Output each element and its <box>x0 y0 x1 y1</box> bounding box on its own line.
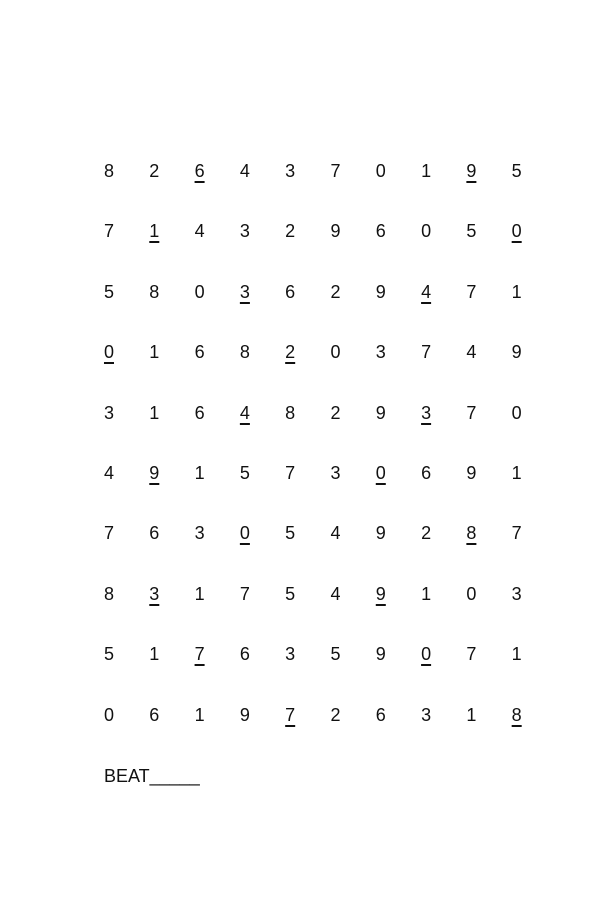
grid-digit: 4 <box>103 463 114 483</box>
grid-digit: 1 <box>194 704 205 725</box>
grid-digit: 0 <box>421 644 432 665</box>
grid-digit: 2 <box>330 281 341 302</box>
grid-digit: 2 <box>330 704 341 725</box>
grid-digit: 6 <box>194 342 205 363</box>
grid-digit: 5 <box>285 583 296 604</box>
grid-digit: 7 <box>285 463 296 483</box>
grid-digit: 9 <box>466 463 477 483</box>
grid-digit: 6 <box>194 402 205 423</box>
grid-digit: 4 <box>466 342 477 363</box>
grid-digit: 1 <box>511 644 522 665</box>
grid-digit: 9 <box>375 523 386 544</box>
grid-digit: 0 <box>239 523 250 544</box>
grid-digit: 6 <box>149 704 160 725</box>
grid-digit: 8 <box>149 281 160 302</box>
grid-digit: 7 <box>239 583 250 604</box>
grid-digit: 9 <box>466 161 477 181</box>
grid-digit: 7 <box>466 402 477 423</box>
grid-digit: 9 <box>375 402 386 423</box>
grid-digit: 8 <box>239 342 250 363</box>
grid-digit: 9 <box>149 463 160 483</box>
grid-digit: 3 <box>421 704 432 725</box>
grid-digit: 3 <box>239 281 250 302</box>
grid-digit: 5 <box>466 221 477 242</box>
grid-digit: 1 <box>194 463 205 483</box>
grid-digit: 0 <box>375 161 386 181</box>
grid-digit: 8 <box>103 583 114 604</box>
grid-digit: 2 <box>285 221 296 242</box>
grid-digit: 7 <box>285 704 296 725</box>
grid-digit: 4 <box>194 221 205 242</box>
grid-digit: 3 <box>330 463 341 483</box>
grid-digit: 7 <box>466 644 477 665</box>
grid-digit: 3 <box>239 221 250 242</box>
grid-digit: 7 <box>330 161 341 181</box>
grid-digit: 6 <box>421 463 432 483</box>
grid-digit: 8 <box>466 523 477 544</box>
grid-digit: 4 <box>330 583 341 604</box>
grid-digit: 9 <box>239 704 250 725</box>
grid-digit: 8 <box>285 402 296 423</box>
grid-digit: 9 <box>375 281 386 302</box>
grid-digit: 3 <box>149 583 160 604</box>
grid-digit: 1 <box>149 221 160 242</box>
grid-digit: 4 <box>239 161 250 181</box>
grid-digit: 2 <box>421 523 432 544</box>
grid-digit: 4 <box>330 523 341 544</box>
grid-digit: 5 <box>511 161 522 181</box>
grid-digit: 0 <box>511 402 522 423</box>
grid-digit: 6 <box>375 704 386 725</box>
grid-digit: 0 <box>103 704 114 725</box>
grid-digit: 9 <box>375 644 386 665</box>
grid-digit: 7 <box>511 523 522 544</box>
grid-digit: 8 <box>103 161 114 181</box>
beat-label: BEAT_____ <box>104 766 200 786</box>
grid-digit: 9 <box>375 583 386 604</box>
grid-digit: 6 <box>239 644 250 665</box>
grid-digit: 9 <box>511 342 522 363</box>
grid-digit: 6 <box>194 161 205 181</box>
grid-digit: 0 <box>466 583 477 604</box>
grid-digit: 7 <box>194 644 205 665</box>
grid-digit: 1 <box>511 281 522 302</box>
grid-digit: 1 <box>466 704 477 725</box>
grid-digit: 3 <box>285 644 296 665</box>
grid-digit: 1 <box>149 644 160 665</box>
grid-digit: 6 <box>149 523 160 544</box>
grid-digit: 0 <box>330 342 341 363</box>
grid-digit: 9 <box>330 221 341 242</box>
grid-digit: 3 <box>285 161 296 181</box>
grid-digit: 7 <box>103 523 114 544</box>
grid-digit: 4 <box>239 402 250 423</box>
grid-digit: 0 <box>194 281 205 302</box>
grid-digit: 0 <box>375 463 386 483</box>
grid-digit: 3 <box>421 402 432 423</box>
grid-digit: 1 <box>194 583 205 604</box>
grid-digit: 5 <box>330 644 341 665</box>
grid-digit: 1 <box>421 583 432 604</box>
grid-digit: 6 <box>375 221 386 242</box>
grid-digit: 3 <box>103 402 114 423</box>
grid-digit: 1 <box>149 402 160 423</box>
grid-digit: 5 <box>285 523 296 544</box>
grid-digit: 1 <box>149 342 160 363</box>
grid-digit: 5 <box>239 463 250 483</box>
grid-digit: 0 <box>511 221 522 242</box>
grid-digit: 7 <box>103 221 114 242</box>
grid-digit: 3 <box>511 583 522 604</box>
grid-digit: 5 <box>103 281 114 302</box>
grid-digit: 2 <box>149 161 160 181</box>
grid-digit: 8 <box>511 704 522 725</box>
grid-digit: 1 <box>421 161 432 181</box>
grid-digit: 7 <box>421 342 432 363</box>
grid-digit: 3 <box>194 523 205 544</box>
grid-digit: 4 <box>421 281 432 302</box>
grid-digit: 3 <box>375 342 386 363</box>
grid-digit: 0 <box>103 342 114 363</box>
grid-digit: 5 <box>103 644 114 665</box>
grid-digit: 2 <box>285 342 296 363</box>
grid-digit: 6 <box>285 281 296 302</box>
grid-digit: 0 <box>421 221 432 242</box>
grid-digit: 2 <box>330 402 341 423</box>
grid-digit: 1 <box>511 463 522 483</box>
grid-digit: 7 <box>466 281 477 302</box>
